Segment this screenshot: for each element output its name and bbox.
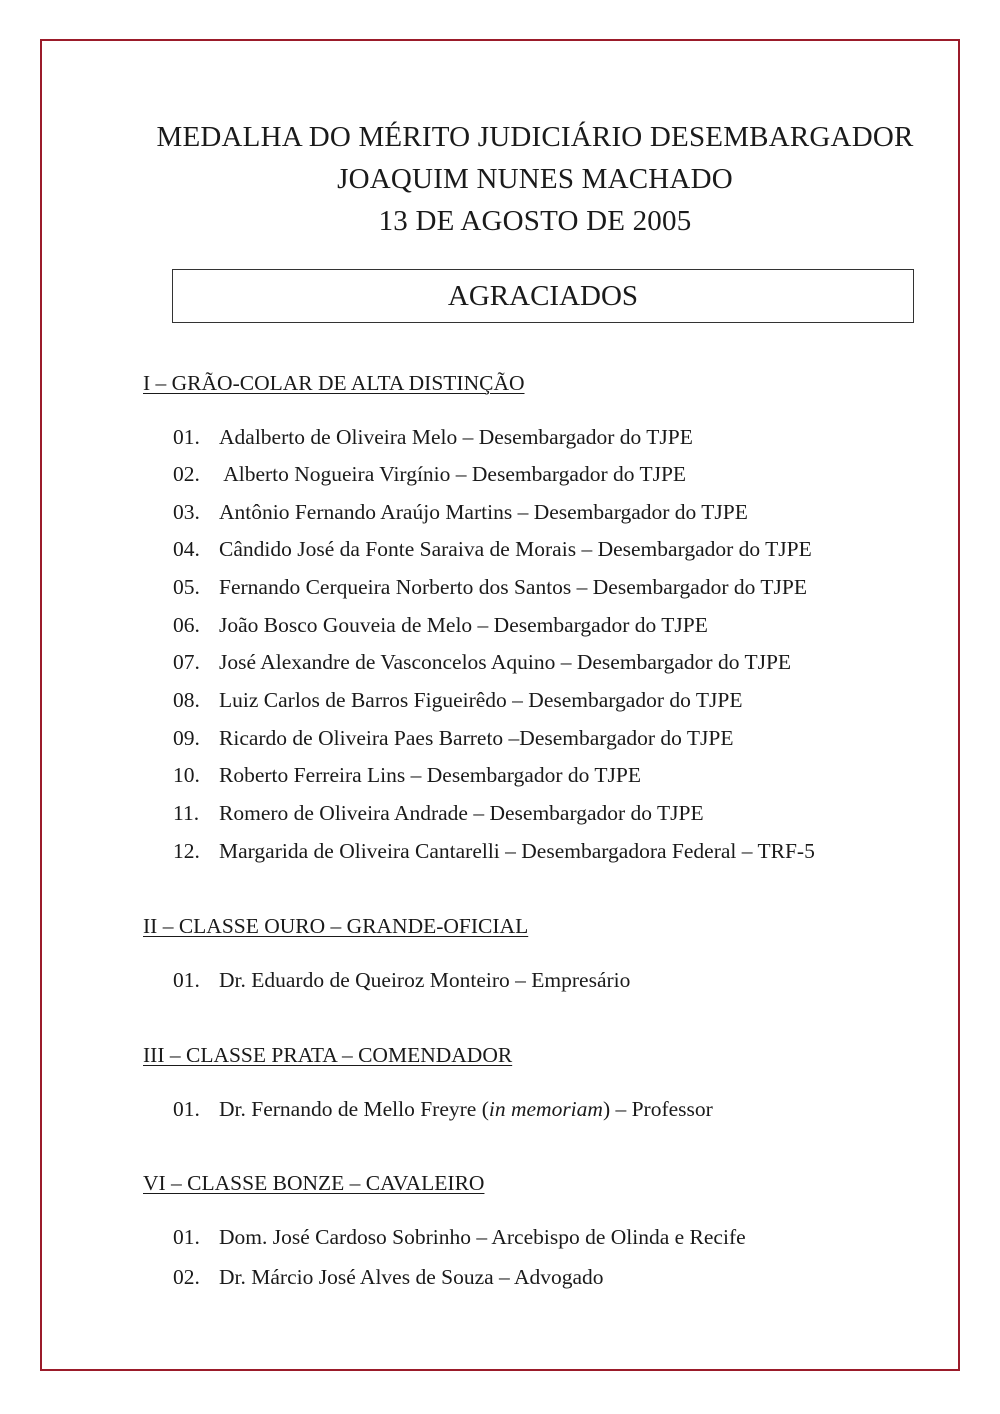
section-heading-classe-ouro: II – CLASSE OURO – GRANDE-OFICIAL: [143, 914, 529, 938]
title-line-2: JOAQUIM NUNES MACHADO: [337, 163, 733, 195]
item-text: Roberto Ferreira Lins – Desembargador do TJPE: [219, 763, 641, 787]
list-item: [173, 1097, 713, 1122]
list-item: [173, 688, 742, 713]
item-number: 12.: [173, 839, 200, 863]
item-number: 06.: [173, 613, 200, 637]
item-number: 02.: [173, 1265, 200, 1289]
item-text: [219, 1097, 713, 1121]
item-number: 01.: [173, 425, 200, 449]
item-text: João Bosco Gouveia de Melo – Desembargador do TJPE: [219, 613, 708, 637]
list-item: [173, 650, 791, 675]
section-heading-classe-bronze: VI – CLASSE BONZE – CAVALEIRO: [143, 1171, 485, 1195]
item-number: 01.: [173, 1225, 200, 1249]
item-number: 01.: [173, 1097, 200, 1121]
item-number: 03.: [173, 500, 200, 524]
item-number: 05.: [173, 575, 200, 599]
title-line-1: MEDALHA DO MÉRITO JUDICIÁRIO DESEMBARGADOR: [156, 121, 914, 153]
section-heading-grao-colar: I – GRÃO-COLAR DE ALTA DISTINÇÃO: [143, 371, 525, 395]
item-text: Ricardo de Oliveira Paes Barreto –Desembargador do TJPE: [219, 726, 734, 750]
list-item: [173, 839, 815, 864]
item-text: Antônio Fernando Araújo Martins – Desembargador do TJPE: [219, 500, 748, 524]
list-item: [173, 1265, 604, 1290]
item-number: 01.: [173, 968, 200, 992]
item-number: 10.: [173, 763, 200, 787]
agraciados-box: AGRACIADOS: [172, 269, 914, 323]
item-text: José Alexandre de Vasconcelos Aquino – Desembargador do TJPE: [219, 650, 792, 674]
item-text: Dr. Eduardo de Queiroz Monteiro – Empresário: [219, 968, 631, 992]
item-text-italic: in memoriam: [488, 1097, 603, 1121]
list-item: [173, 500, 748, 525]
list-item: [173, 726, 733, 751]
list-item: [173, 537, 812, 562]
item-text: Romero de Oliveira Andrade – Desembargador do TJPE: [219, 801, 704, 825]
list-item: [173, 763, 641, 788]
item-text-before: Dr. Fernando de Mello Freyre (: [219, 1097, 489, 1121]
item-number: 08.: [173, 688, 200, 712]
document-title: [100, 116, 970, 242]
item-number: 07.: [173, 650, 200, 674]
item-number: 02.: [173, 462, 200, 486]
item-number: 09.: [173, 726, 200, 750]
list-item: [173, 462, 686, 487]
item-text: Cândido José da Fonte Saraiva de Morais – Desembargador do TJPE: [219, 537, 812, 561]
list-item: [173, 575, 807, 600]
list-item: [173, 968, 630, 993]
item-text-after: ) – Professor: [602, 1097, 713, 1121]
list-item: [173, 1225, 746, 1250]
list-item: [173, 425, 693, 450]
item-text: Margarida de Oliveira Cantarelli – Desembargadora Federal – TRF-5: [219, 839, 815, 863]
item-text: Alberto Nogueira Virgínio – Desembargador do TJPE: [219, 462, 687, 486]
section-heading-classe-prata: III – CLASSE PRATA – COMENDADOR: [143, 1043, 513, 1067]
item-text: Dr. Márcio José Alves de Souza – Advogado: [219, 1265, 604, 1289]
title-line-3: 13 DE AGOSTO DE 2005: [378, 205, 692, 237]
list-item: [173, 613, 708, 638]
item-number: 11.: [173, 801, 200, 825]
item-number: 04.: [173, 537, 200, 561]
item-text: Adalberto de Oliveira Melo – Desembargador do TJPE: [219, 425, 693, 449]
list-item: [173, 801, 704, 826]
item-text: Dom. José Cardoso Sobrinho – Arcebispo de Olinda e Recife: [219, 1225, 746, 1249]
item-text: Luiz Carlos de Barros Figueirêdo – Desembargador do TJPE: [219, 688, 743, 712]
item-text: Fernando Cerqueira Norberto dos Santos – Desembargador do TJPE: [219, 575, 807, 599]
